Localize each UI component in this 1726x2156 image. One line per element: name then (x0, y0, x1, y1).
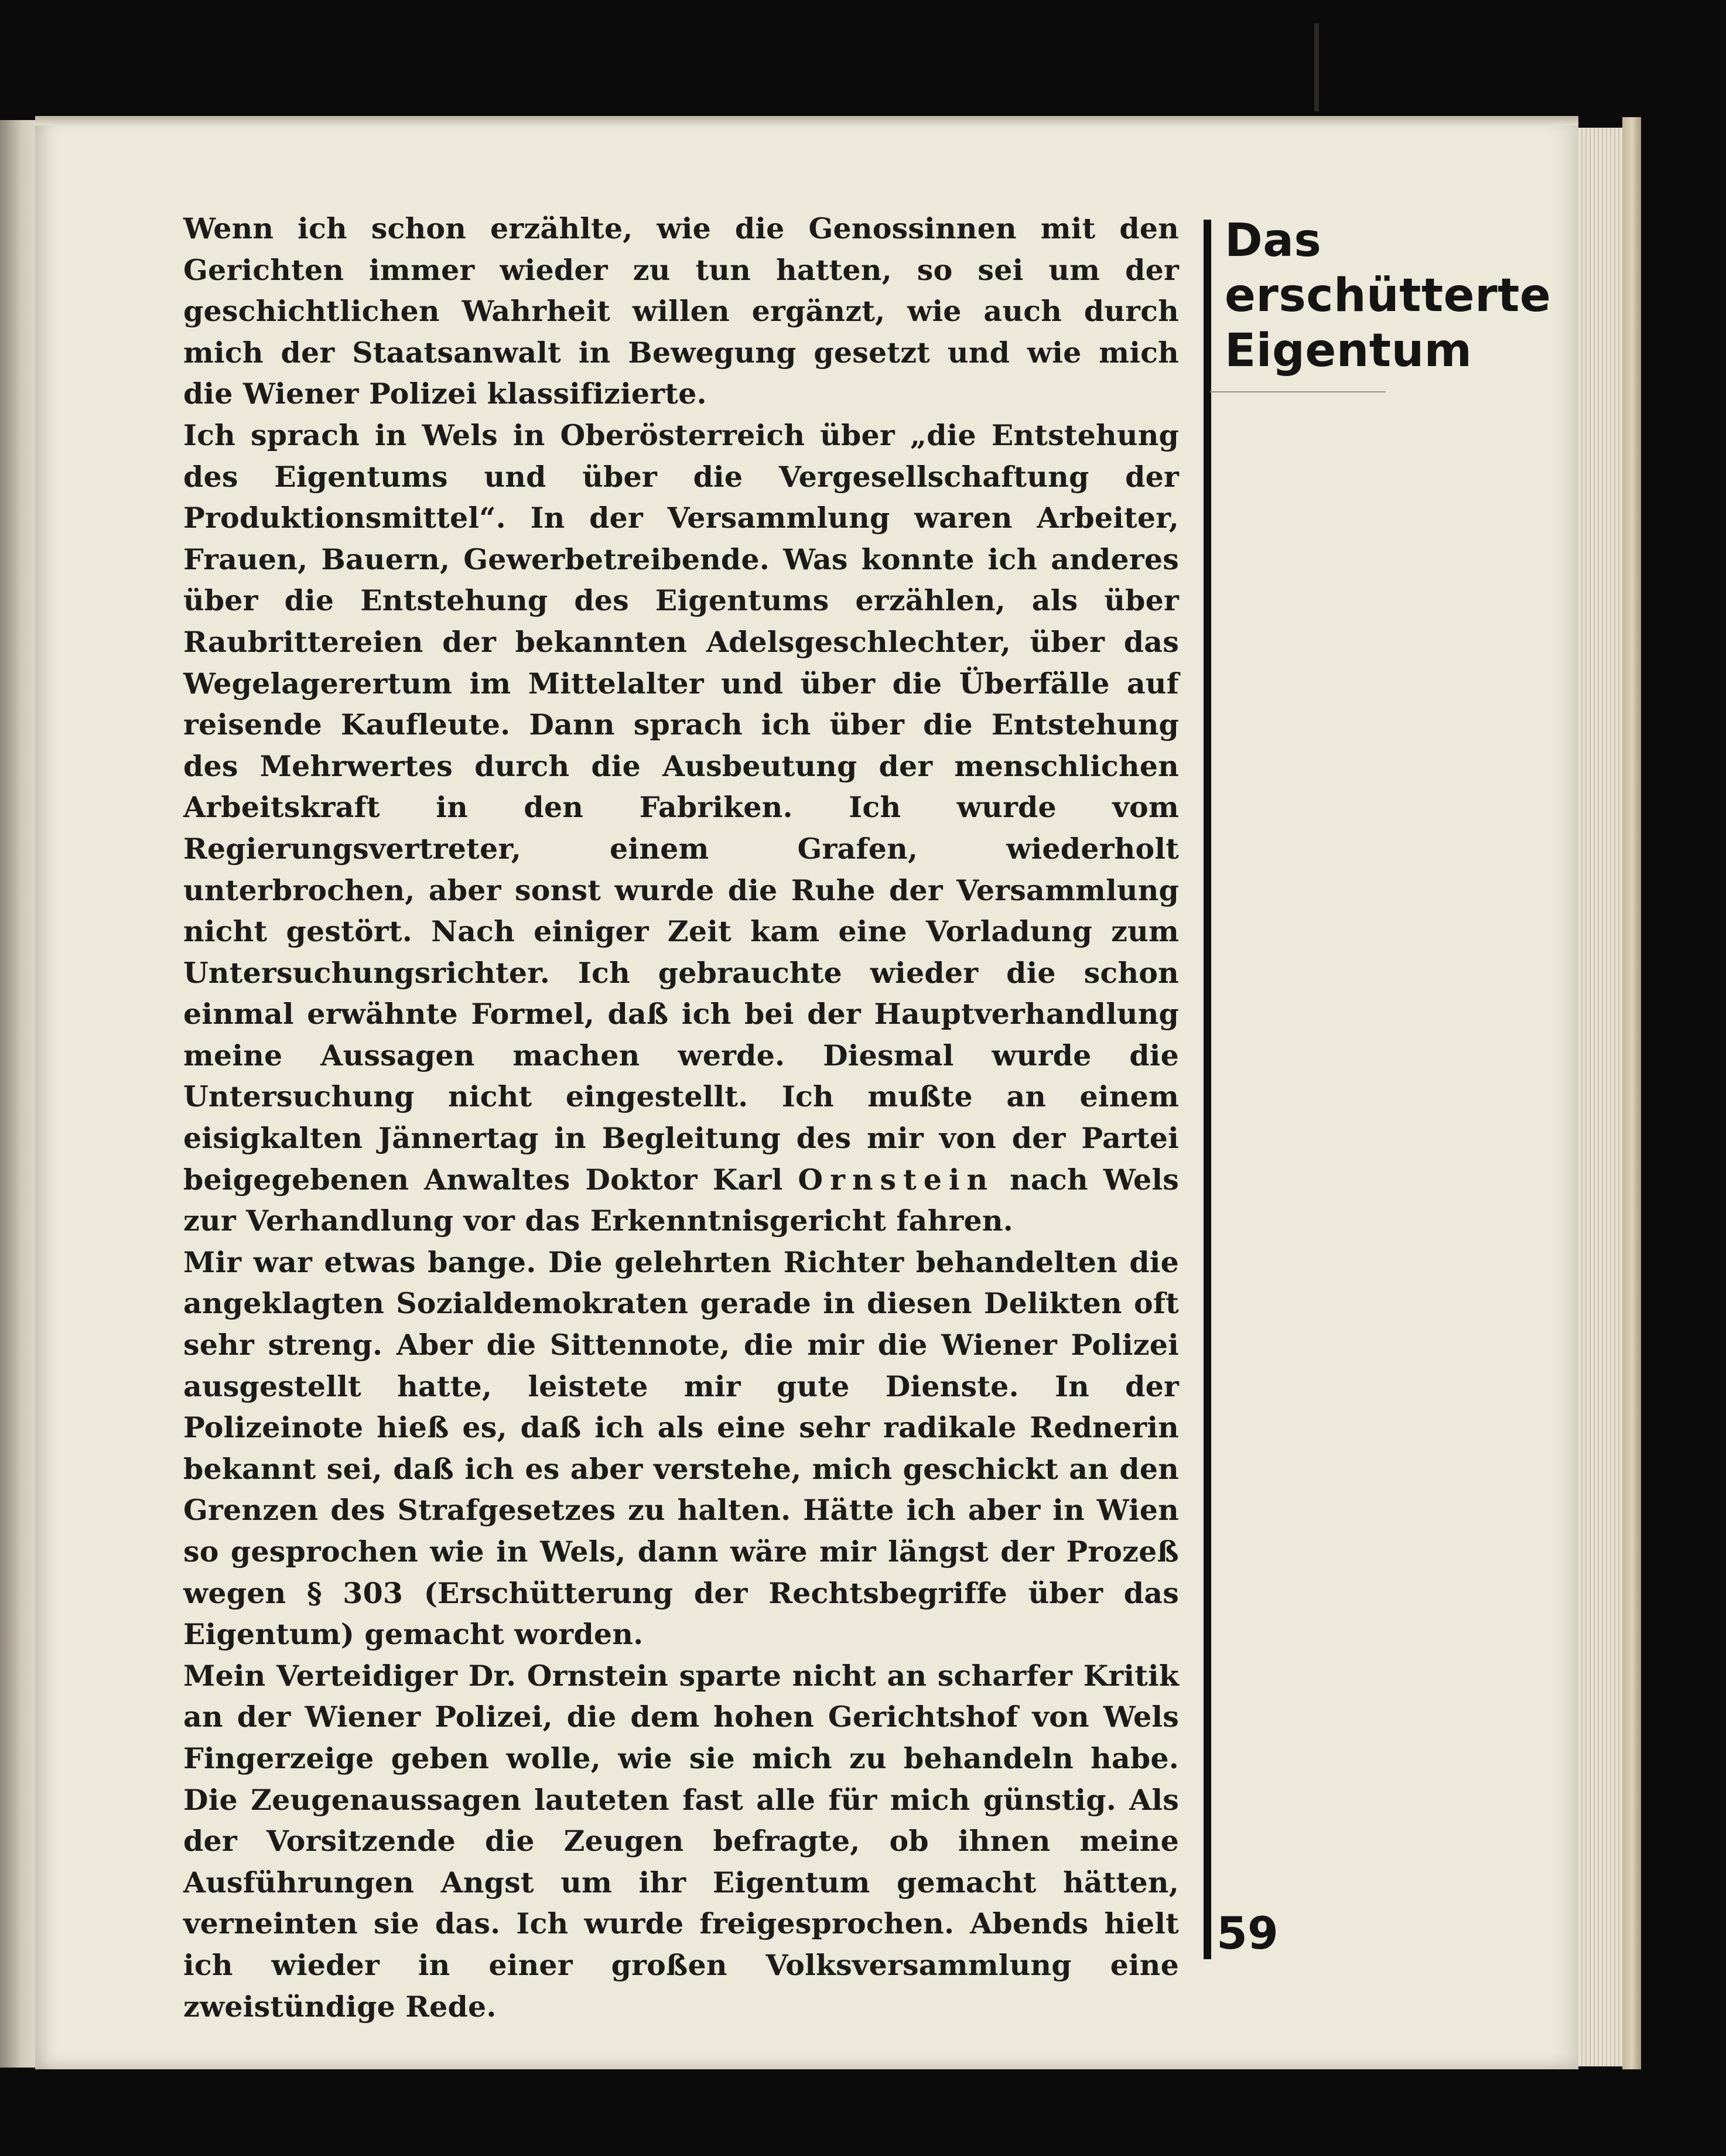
heading-underline (1210, 391, 1386, 392)
chapter-heading (1225, 213, 1576, 378)
paragraph-4-text: Mein Verteidiger Dr. Ornstein sparte nicht an scharfer Kritik an der Wiener Polizei, die dem hohen Gerichtshof von Wels Fingerzeige geben wolle, wie sie mich zu behandeln habe. Die Zeugenaussagen lauteten fast alle für mich günstig. Als der Vorsitzende die Zeugen befragte, ob ihnen meine Ausführungen Angst um ihr Eigentum gemacht hätten, verneinten sie das. Ich wurde freigesprochen. Abends hielt ich wieder in einer großen Volksversammlung eine zweistündige Rede. (183, 1658, 1179, 2024)
heading-line-2: erschütterte (1225, 269, 1551, 322)
body-text (183, 208, 1179, 2027)
paragraph-1 (183, 208, 1179, 415)
background-shadow (0, 2069, 1726, 2156)
paragraph-3-text: Mir war etwas bange. Die gelehrten Richter behandelten die angeklagten Sozialdemokraten gerade in diesen Delikten oft sehr streng. Aber die Sittennote, die mir die Wiener Polizei ausgestellt hatte, leistete mir gute Dienste. In der Polizeinote hieß es, daß ich als eine sehr radikale Rednerin bekannt sei, daß ich es aber verstehe, mich geschickt an den Grenzen des Strafgesetzes zu halten. Hätte ich aber in Wien so gesprochen wie in Wels, dann wäre mir längst der Prozeß wegen § 303 (Erschütterung der Rechtsbegriffe über das Eigentum) gemacht worden. (183, 1245, 1179, 1652)
page-number: 59 (1216, 1907, 1279, 1959)
paragraph-3 (183, 1242, 1179, 1655)
page-stack-edge (1578, 128, 1622, 2066)
paragraph-2-text-b: nach Wels zur Verhandlung vor das Erkenntnisgericht fahren. (183, 1162, 1179, 1238)
name-ornstein-spaced: Ornstein (798, 1162, 995, 1197)
paragraph-2 (183, 415, 1179, 1242)
vertical-rule (1204, 220, 1211, 1959)
heading-line-3: Eigentum (1225, 324, 1472, 377)
paragraph-1-text: Wenn ich schon erzählte, wie die Genossinnen mit den Gerichten immer wieder zu tun hatten, so sei um der geschichtlichen Wahrheit willen ergänzt, wie auch durch mich der Staatsanwalt in Bewegung gesetzt und wie mich die Wiener Polizei klassifizierte. (183, 211, 1179, 411)
paragraph-2-text-a: Ich sprach in Wels in Oberösterreich über „die Entstehung des Eigentums und über die Vergesellschaftung der Produktionsmittel“. In der Versammlung waren Arbeiter, Frauen, Bauern, Gewerbetreibende. Was konnte ich anderes über die Entstehung des Eigentums erzählen, als über Raubrittereien der bekannten Adelsgeschlechter, über das Wegelagerertum im Mittelalter und über die Überfälle auf reisende Kaufleute. Dann sprach ich über die Entstehung des Mehrwertes durch die Ausbeutung der menschlichen Arbeitskraft in den Fabriken. Ich wurde vom Regierungsvertreter, einem Grafen, wiederholt unterbrochen, aber sonst wurde die Ruhe der Versammlung nicht gestört. Nach einiger Zeit kam eine Vorladung zum Untersuchungsrichter. Ich gebrauchte wieder die schon einmal erwähnte Formel, daß ich bei der Hauptverhandlung meine Aussagen machen werde. Diesmal wurde die Untersuchung nicht eingestellt. Ich mußte an einem eisigkalten Jännertag in Begleitung des mir von der Partei beigegebenen Anwaltes Doktor Karl (183, 418, 1179, 1197)
book-cover-edge (1622, 117, 1641, 2070)
bookmark-strip (1314, 23, 1319, 111)
heading-line-1: Das (1225, 214, 1322, 267)
paragraph-4 (183, 1655, 1179, 2027)
page-top-edge (35, 116, 1578, 125)
